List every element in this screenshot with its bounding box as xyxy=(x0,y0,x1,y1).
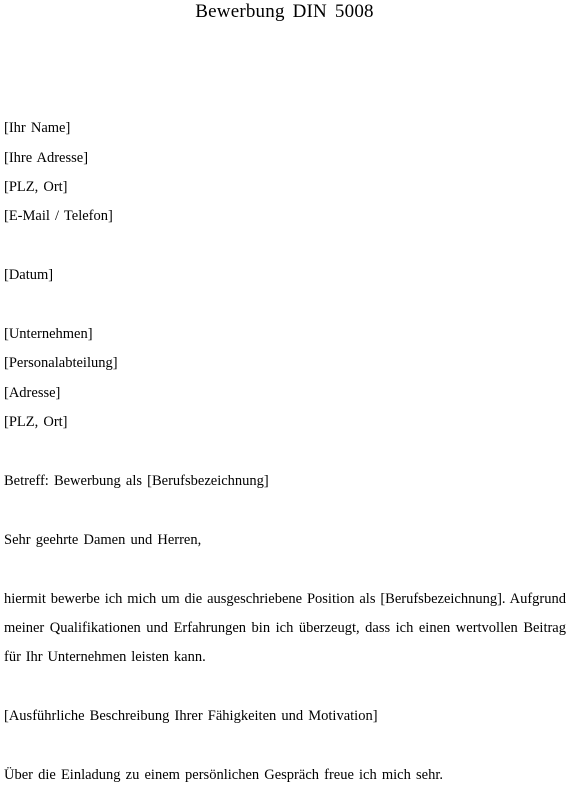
body-paragraph-1: hiermit bewerbe ich mich um die ausgeschriebene Position als [Berufsbezeichnung]. Aufgrund meiner Qualifikationen und Erfahrungen bin ich überzeugt, dass ich einen wertvollen Beitrag für Ihr Unternehmen leisten kann. xyxy=(4,591,566,665)
recipient-zip-city: [PLZ, Ort] xyxy=(4,414,68,430)
sender-address: [Ihre Adresse] xyxy=(4,150,89,166)
recipient-company: [Unternehmen] xyxy=(4,326,93,342)
sender-zip-city: [PLZ, Ort] xyxy=(4,179,68,195)
letter-date: [Datum] xyxy=(4,267,54,283)
sender-name: [Ihr Name] xyxy=(4,120,71,136)
recipient-address: [Adresse] xyxy=(4,385,61,401)
subject-line: Betreff: Bewerbung als [Berufsbezeichnung] xyxy=(4,473,269,489)
recipient-department: [Personalabteilung] xyxy=(4,355,118,371)
document-title: Bewerbung DIN 5008 xyxy=(195,1,374,22)
body-paragraph-2: [Ausführliche Beschreibung Ihrer Fähigkeiten und Motivation] xyxy=(4,708,378,724)
sender-contact: [E-Mail / Telefon] xyxy=(4,208,113,224)
body-paragraph-3: Über die Einladung zu einem persönlichen Gespräch freue ich mich sehr. xyxy=(4,767,443,783)
salutation: Sehr geehrte Damen und Herren, xyxy=(4,532,202,548)
